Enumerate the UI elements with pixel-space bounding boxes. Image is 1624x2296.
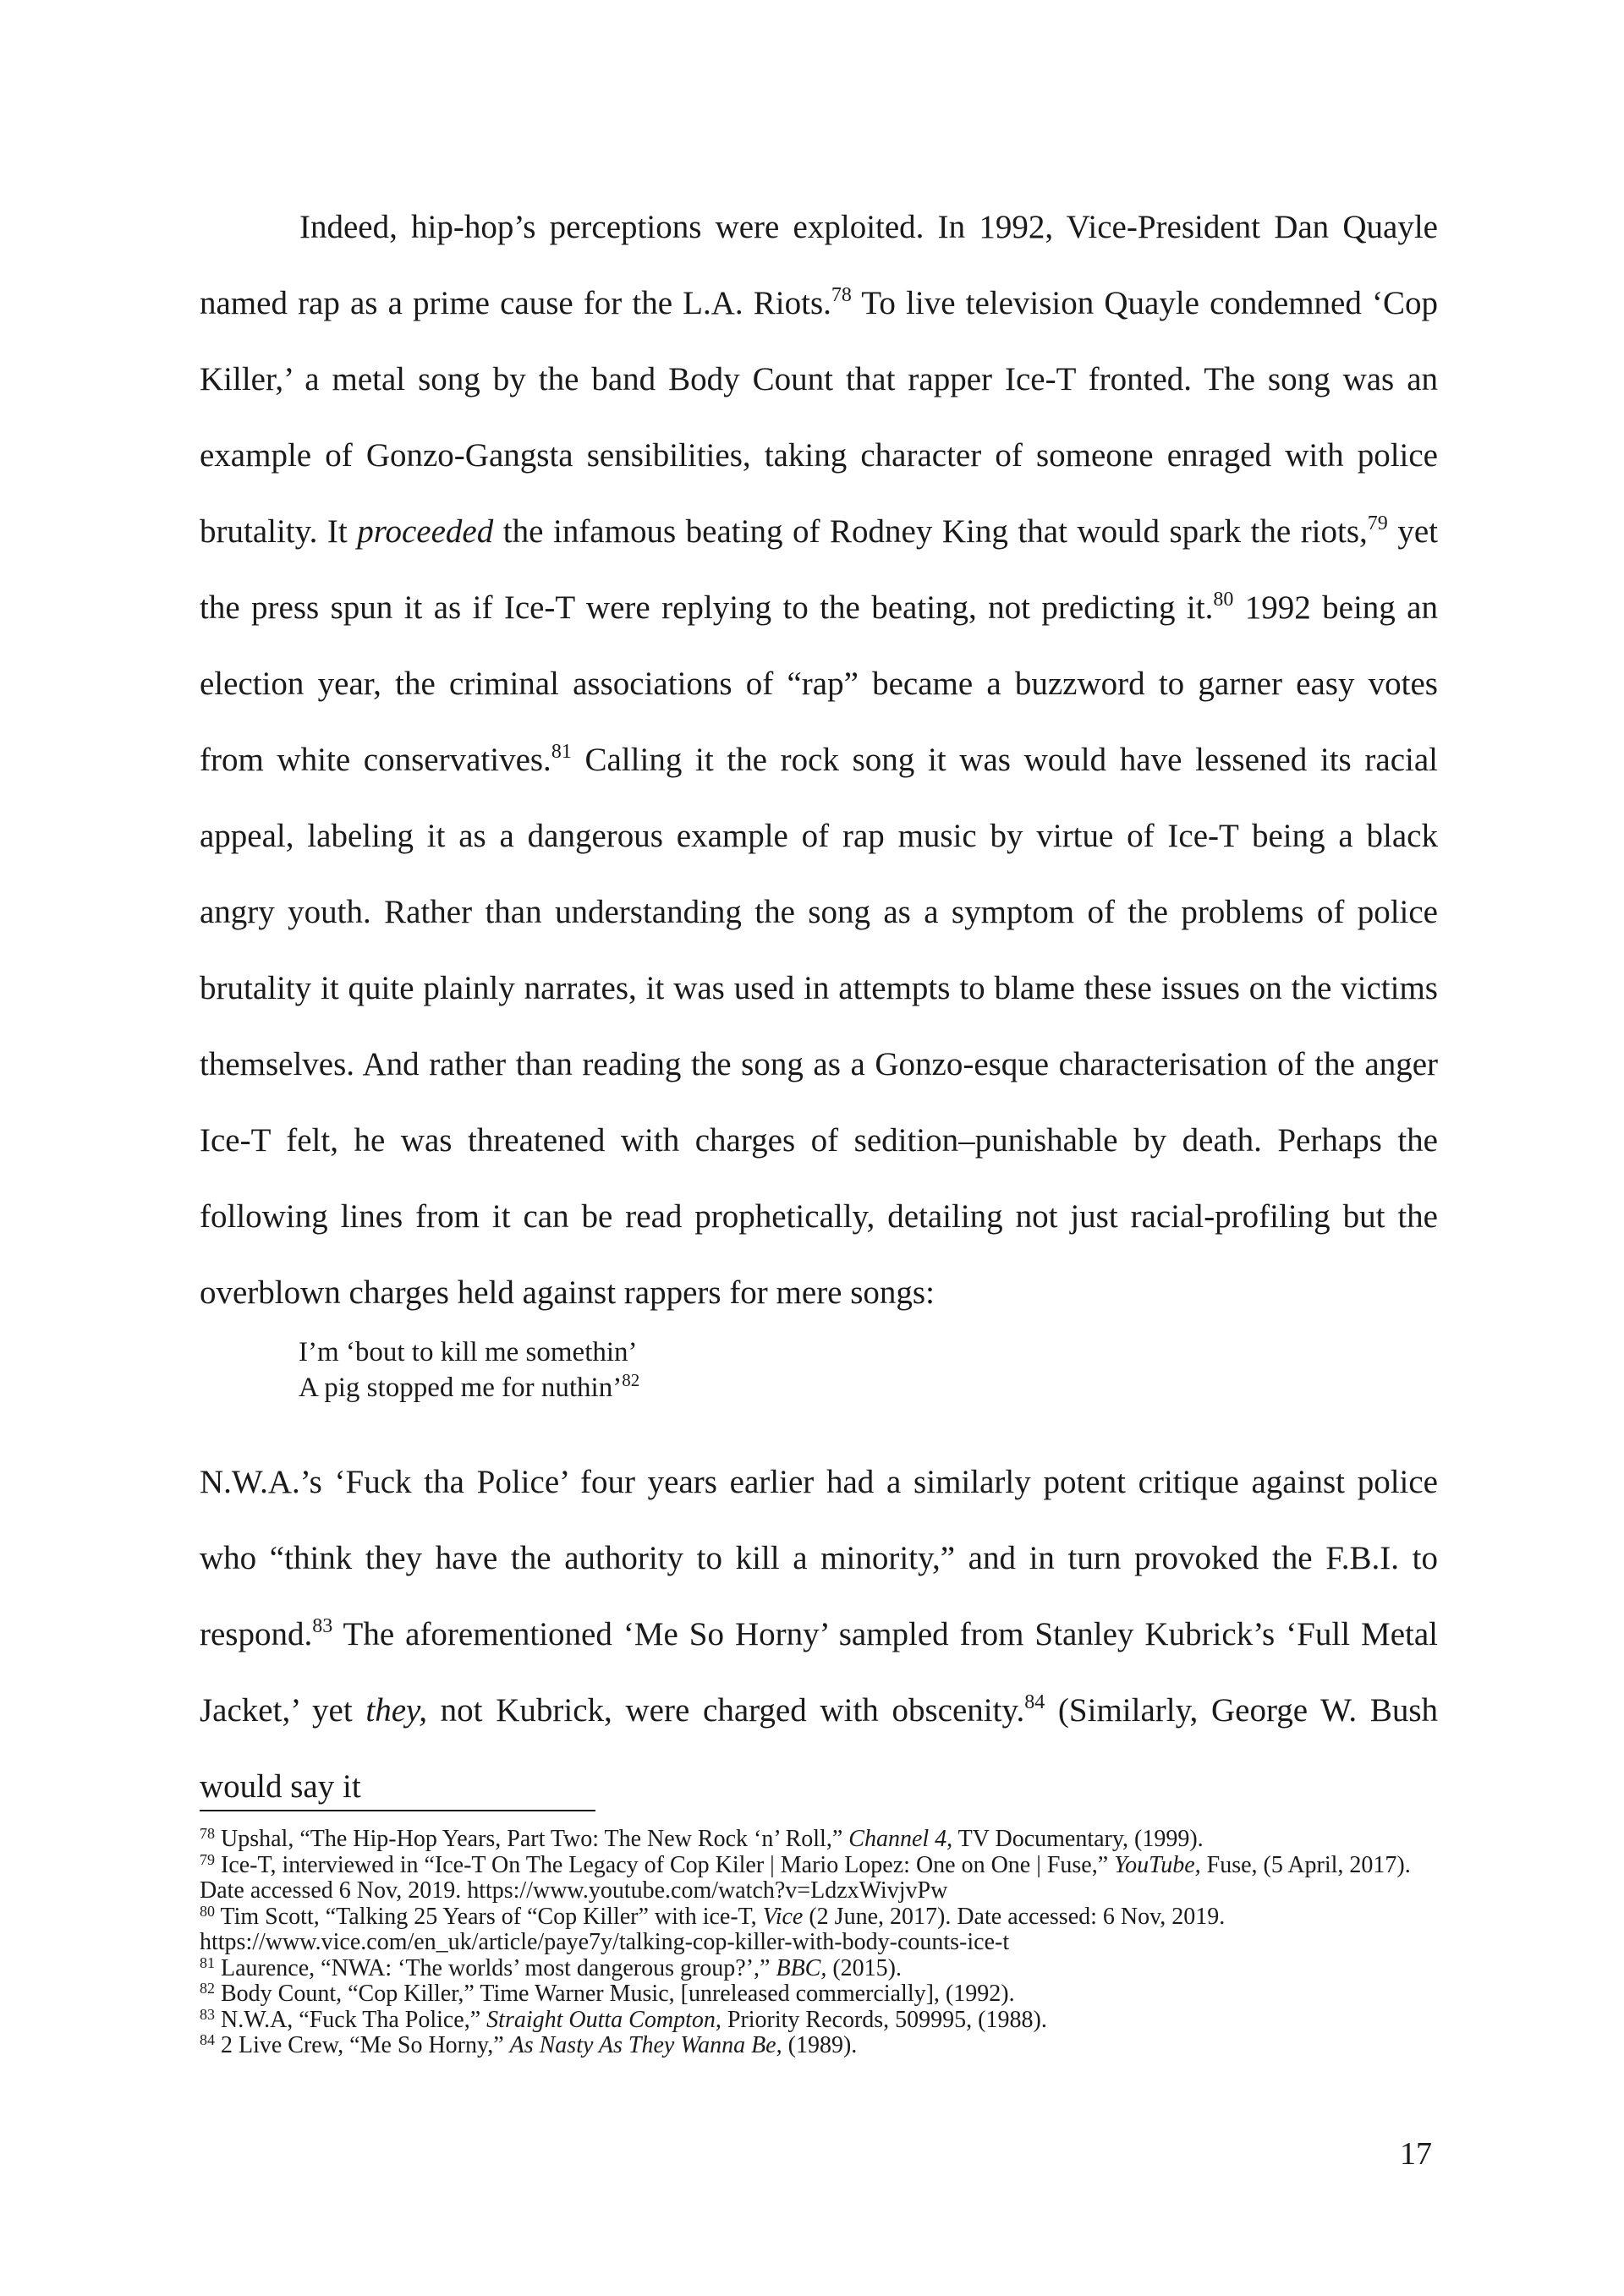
body-paragraph-2 bbox=[200, 1444, 1438, 1825]
text-run: Body Count, “Cop Killer,” Time Warner Music, [unreleased commercially], (1992). bbox=[215, 1981, 1015, 2007]
footnote-number: 84 bbox=[200, 2031, 215, 2048]
text-run: TV Documentary, (1999). bbox=[952, 1826, 1204, 1852]
text-run: Priority Records, 509995, (1988). bbox=[721, 2006, 1047, 2033]
footnote-ref-82: 82 bbox=[622, 1370, 640, 1390]
text-run: N.W.A, “Fuck Tha Police,” bbox=[215, 2006, 487, 2033]
text-run: Upshal, “The Hip-Hop Years, Part Two: The New Rock ‘n’ Roll,” bbox=[215, 1826, 849, 1852]
footnote-separator bbox=[200, 1810, 595, 1811]
quote-line: I’m ‘bout to kill me somethin’ bbox=[299, 1337, 638, 1367]
text-run: N.W.A.’s ‘Fuck tha Police’ four years earlier had a similarly potent critique against police who “think they have the authority to kill a minority,” and in turn provoked the F.B.I. to respond. bbox=[200, 1464, 1438, 1652]
footnote-number: 79 bbox=[200, 1850, 215, 1868]
italic-text: proceeded bbox=[357, 513, 494, 550]
footnote-number: 82 bbox=[200, 1980, 215, 1997]
footnote-ref-81: 81 bbox=[551, 741, 572, 763]
text-run: (1989). bbox=[782, 2032, 858, 2058]
footnote-ref-83: 83 bbox=[312, 1615, 333, 1637]
footnote-79 bbox=[200, 1850, 1438, 1904]
text-run: Indeed, hip-hop’s perceptions were exploited. In 1992, Vice-President Dan Quayle named rap as a prime cause for the L.A. Riots. bbox=[200, 209, 1438, 321]
footnote-78 bbox=[200, 1827, 1438, 1853]
text-run: the infamous beating of Rodney King that would spark the riots, bbox=[493, 513, 1368, 550]
footnote-82 bbox=[200, 1981, 1438, 2008]
footnote-ref-84: 84 bbox=[1024, 1691, 1045, 1713]
text-run: Ice-T, interviewed in “Ice-T On The Legacy of Cop Kiler | Mario Lopez: One on One | Fuse,” bbox=[215, 1851, 1115, 1878]
italic-text: Vice bbox=[762, 1903, 804, 1930]
text-run: The aforementioned ‘Me So Horny’ sampled from Stanley Kubrick’s ‘Full Metal Jacket,’ yet bbox=[200, 1616, 1438, 1729]
text-run: To live television Quayle condemned ‘Cop Killer,’ a metal song by the band Body Count that rapper Ice-T fronted. The song was an example of Gonzo-Gangsta sensibilities, taking character of someone enraged with police brutality. It bbox=[200, 285, 1438, 550]
footnote-ref-79: 79 bbox=[1367, 512, 1388, 534]
footnote-80 bbox=[200, 1904, 1438, 1956]
italic-text: Straight Outta Compton, bbox=[486, 2006, 721, 2033]
italic-text: they, bbox=[365, 1692, 427, 1729]
text-run: Laurence, “NWA: ‘The worlds’ most dangerous group?’,” bbox=[215, 1954, 776, 1981]
page-number: 17 bbox=[1400, 2136, 1432, 2172]
text-run: (2015). bbox=[826, 1954, 903, 1981]
text-run: A pig stopped me for nuthin’ bbox=[299, 1373, 623, 1403]
footnote-84 bbox=[200, 2033, 1438, 2059]
text-run: yet the press spun it as if Ice-T were replying to the beating, not predicting it. bbox=[200, 513, 1438, 626]
italic-text: Channel 4, bbox=[848, 1826, 953, 1852]
text-run: Fuse, (5 April, 2017). Date accessed 6 Nov, 2019. https://www.youtube.com/watch?v=LdzxWivjvPw bbox=[200, 1851, 1411, 1904]
footnote-number: 83 bbox=[200, 2005, 215, 2023]
footnote-number: 80 bbox=[200, 1902, 215, 1920]
body-paragraph-1 bbox=[200, 189, 1438, 1331]
footnote-number: 81 bbox=[200, 1954, 215, 1971]
footnote-ref-80: 80 bbox=[1213, 589, 1234, 611]
text-run: (2 June, 2017). Date accessed: 6 Nov, 2019. https://www.vice.com/en_uk/article/paye7y/talking-cop-killer-with-body-counts-ice-t bbox=[200, 1903, 1226, 1955]
paragraph bbox=[200, 189, 1438, 1331]
text-run: not Kubrick, were charged with obscenity. bbox=[426, 1692, 1025, 1729]
paragraph bbox=[200, 1444, 1438, 1825]
text-run: (Similarly, George W. Bush would say it bbox=[200, 1692, 1439, 1805]
italic-text: As Nasty As They Wanna Be, bbox=[509, 2032, 782, 2058]
text-run: 1992 being an election year, the criminal associations of “rap” became a buzzword to garner easy votes from white conservatives. bbox=[200, 589, 1438, 778]
block-quote bbox=[299, 1334, 1314, 1406]
text-run: Calling it the rock song it was would have lessened its racial appeal, labeling it as a dangerous example of rap music by virtue of Ice-T being a black angry youth. Rather than understanding the song as a symptom of the problems of police brutality it quite plainly narrates, it was used in attempts to blame these issues on the victims themselves. And rather than reading the song as a Gonzo-esque characterisation of the anger Ice-T felt, he was threatened with charges of sedition–punishable by death. Perhaps the following lines from it can be read prophetically, detailing not just racial-profiling but the overblown charges held against rappers for mere songs: bbox=[200, 742, 1438, 1311]
italic-text: BBC, bbox=[776, 1954, 827, 1981]
italic-text: YouTube, bbox=[1114, 1851, 1201, 1878]
text-run: 2 Live Crew, “Me So Horny,” bbox=[215, 2032, 510, 2058]
footnote-83 bbox=[200, 2005, 1438, 2034]
footnote-number: 78 bbox=[200, 1825, 215, 1842]
footnotes bbox=[200, 1827, 1438, 2059]
footnote-81 bbox=[200, 1956, 1438, 1982]
quote-line bbox=[299, 1370, 1314, 1406]
text-run: Tim Scott, “Talking 25 Years of “Cop Killer” with ice-T, bbox=[215, 1903, 763, 1930]
footnote-ref-78: 78 bbox=[831, 284, 852, 306]
